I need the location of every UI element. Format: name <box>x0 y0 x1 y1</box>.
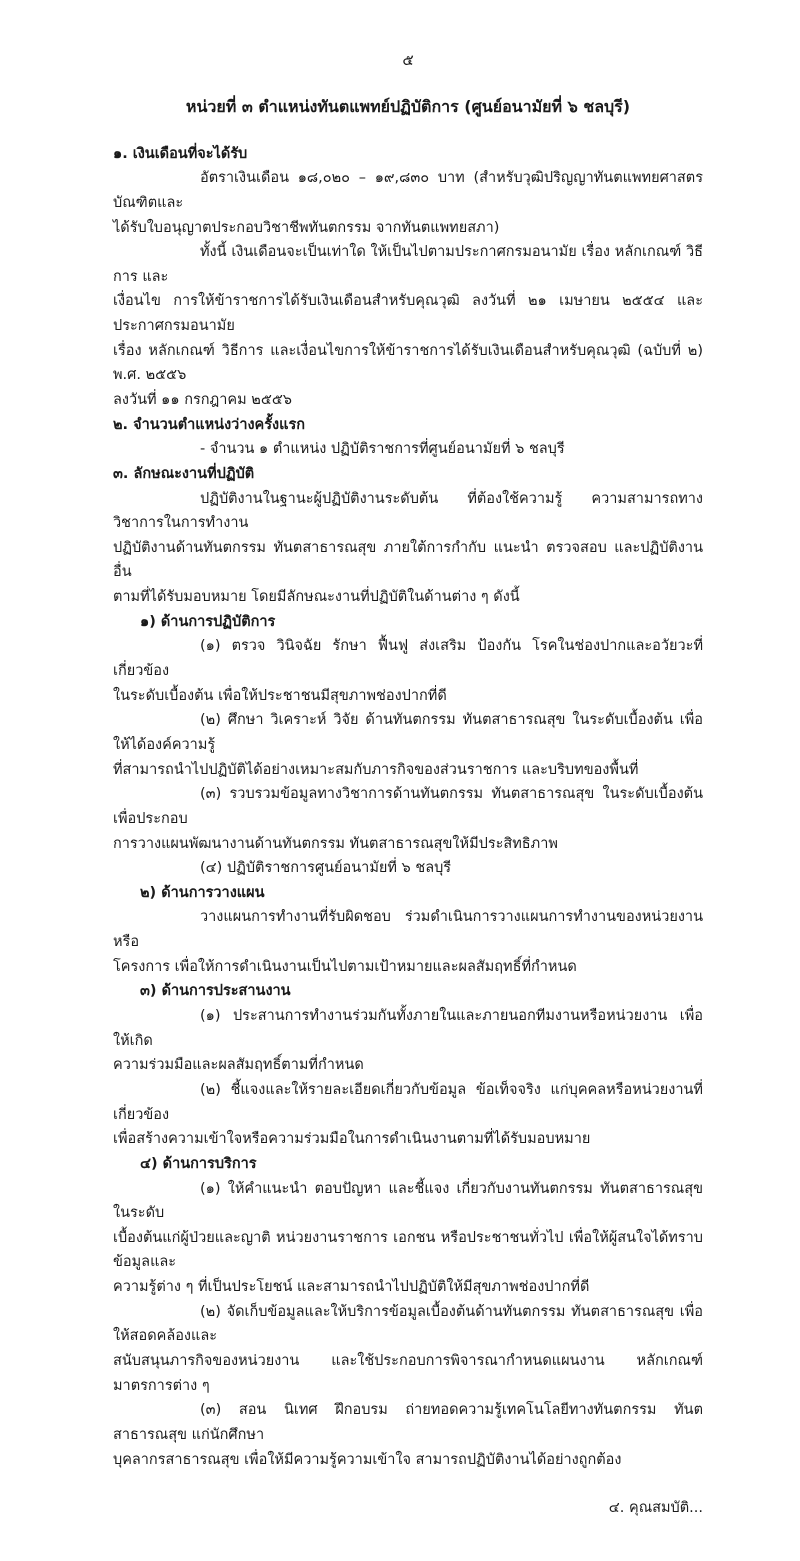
paragraph-line: เบื้องต้นแก่ผู้ป่วยและญาติ หน่วยงานราชการ เอกชน หรือประชาชนทั่วไป เพื่อให้ผู้สนใจได้ทราบข้อมูลและ <box>113 1229 703 1271</box>
page-number: ๕ <box>402 51 414 69</box>
paragraph-line: ตามที่ได้รับมอบหมาย โดยมีลักษณะงานที่ปฏิบัติในด้านต่าง ๆ ดังนี้ <box>113 589 520 606</box>
paragraph-line: - จำนวน ๑ ตำแหน่ง ปฏิบัติราชการที่ศูนย์อนามัยที่ ๖ ชลบุรี <box>200 441 565 458</box>
section-heading: ๒. จำนวนตำแหน่งว่างครั้งแรก <box>113 416 306 433</box>
paragraph-line: ลงวันที่ ๑๑ กรกฎาคม ๒๕๕๖ <box>113 392 293 408</box>
paragraph-line: ทั้งนี้ เงินเดือนจะเป็นเท่าใด ให้เป็นไปตามประกาศกรมอนามัย เรื่อง หลักเกณฑ์ วิธีการ และ <box>113 244 703 285</box>
section-heading: ๓. ลักษณะงานที่ปฏิบัติ <box>113 465 255 482</box>
subsection-heading: ๑) ด้านการปฏิบัติการ <box>140 613 276 630</box>
paragraph-line: (๑) ตรวจ วินิจฉัย รักษา ฟื้นฟู ส่งเสริม ป้องกัน โรคในช่องปากและอวัยวะที่เกี่ยวข้อง <box>113 638 703 680</box>
paragraph-line: อัตราเงินเดือน ๑๘,๐๒๐ – ๑๙,๘๓๐ บาท (สำหรับวุฒิปริญญาทันตแพทยศาสตรบัณฑิตและ <box>113 170 703 211</box>
section-heading: ๑. เงินเดือนที่จะได้รับ <box>113 145 248 162</box>
paragraph-line: การวางแผนพัฒนางานด้านทันตกรรม ทันตสาธารณสุขให้มีประสิทธิภาพ <box>113 835 558 852</box>
paragraph-line: (๓) สอน นิเทศ ฝึกอบรม ถ่ายทอดความรู้เทคโนโลยีทางทันตกรรม ทันตสาธารณสุข แก่นักศึกษา <box>113 1402 703 1443</box>
paragraph-line: เพื่อสร้างความเข้าใจหรือความร่วมมือในการดำเนินงานตามที่ได้รับมอบหมาย <box>113 1131 591 1148</box>
paragraph-line: ปฏิบัติงานในฐานะผู้ปฏิบัติงานระดับต้น ที่ต้องใช้ความรู้ ความสามารถทางวิชาการในการทำงาน <box>113 490 703 532</box>
paragraph-line: (๒) ศึกษา วิเคราะห์ วิจัย ด้านทันตกรรม ทันตสาธารณสุข ในระดับเบื้องต้น เพื่อให้ได้องค์ความรู้ <box>113 712 703 753</box>
subsection-heading: ๒) ด้านการวางแผน <box>140 884 265 901</box>
paragraph-line: (๑) ประสานการทำงานร่วมกันทั้งภายในและภายนอกทีมงานหรือหน่วยงาน เพื่อให้เกิด <box>113 1008 703 1049</box>
paragraph-line: (๔) ปฏิบัติราชการศูนย์อนามัยที่ ๖ ชลบุรี <box>200 860 452 877</box>
paragraph-line: เงื่อนไข การให้ข้าราชการได้รับเงินเดือนสำหรับคุณวุฒิ ลงวันที่ ๒๑ เมษายน ๒๕๕๔ และประกาศกรมอนามัย <box>113 293 703 335</box>
paragraph-line: บุคลากรสาธารณสุข เพื่อให้มีความรู้ความเข้าใจ สามารถปฏิบัติงานได้อย่างถูกต้อง <box>113 1451 622 1468</box>
paragraph-line: (๓) รวบรวมข้อมูลทางวิชาการด้านทันตกรรม ทันตสาธารณสุข ในระดับเบื้องต้นเพื่อประกอบ <box>113 786 703 827</box>
paragraph-line: ความรู้ต่าง ๆ ที่เป็นประโยชน์ และสามารถนำไปปฏิบัติให้มีสุขภาพช่องปากที่ดี <box>113 1279 590 1296</box>
paragraph-line: ได้รับใบอนุญาตประกอบวิชาชีพทันตกรรม จากทันตแพทยสภา) <box>113 219 500 236</box>
document-body <box>113 142 703 1473</box>
paragraph-line: ความร่วมมือและผลสัมฤทธิ์ตามที่กำหนด <box>113 1057 364 1074</box>
paragraph-line: สนับสนุนภารกิจของหน่วยงาน และใช้ประกอบการพิจารณากำหนดแผนงาน หลักเกณฑ์ มาตรการต่าง ๆ <box>113 1352 703 1394</box>
paragraph-line: (๒) จัดเก็บข้อมูลและให้บริการข้อมูลเบื้องต้นด้านทันตกรรม ทันตสาธารณสุข เพื่อให้สอดคล้องและ <box>113 1303 703 1345</box>
paragraph-line: ปฏิบัติงานด้านทันตกรรม ทันตสาธารณสุข ภายใต้การกำกับ แนะนำ ตรวจสอบ และปฏิบัติงานอื่น <box>113 539 703 581</box>
paragraph-line: เรื่อง หลักเกณฑ์ วิธีการ และเงื่อนไขการให้ข้าราชการได้รับเงินเดือนสำหรับคุณวุฒิ (ฉบับที่ ๒) พ.ศ. ๒๕๕๖ <box>113 342 703 384</box>
subsection-heading: ๔) ด้านการบริการ <box>140 1155 257 1172</box>
paragraph-line: (๑) ให้คำแนะนำ ตอบปัญหา และชี้แจง เกี่ยวกับงานทันตกรรม ทันตสาธารณสุข ในระดับ <box>113 1180 703 1222</box>
paragraph-line: วางแผนการทำงานที่รับผิดชอบ ร่วมดำเนินการวางแผนการทำงานของหน่วยงานหรือ <box>113 909 703 951</box>
subsection-heading: ๓) ด้านการประสานงาน <box>140 983 291 1000</box>
paragraph-line: ที่สามารถนำไปปฏิบัติได้อย่างเหมาะสมกับภารกิจของส่วนราชการ และบริบทของพื้นที่ <box>113 761 639 778</box>
paragraph-line: ในระดับเบื้องต้น เพื่อให้ประชาชนมีสุขภาพช่องปากที่ดี <box>113 687 447 704</box>
continuation-footer: ๔. คุณสมบัติ... <box>608 1500 703 1517</box>
paragraph-line: โครงการ เพื่อให้การดำเนินงานเป็นไปตามเป้าหมายและผลสัมฤทธิ์ที่กำหนด <box>113 958 577 975</box>
paragraph-line: (๒) ชี้แจงและให้รายละเอียดเกี่ยวกับข้อมูล ข้อเท็จจริง แก่บุคคลหรือหน่วยงานที่เกี่ยวข้อง <box>113 1081 703 1123</box>
document-title: หน่วยที่ ๓ ตำแหน่งทันตแพทย์ปฏิบัติการ (ศูนย์อนามัยที่ ๖ ชลบุรี) <box>185 97 631 116</box>
